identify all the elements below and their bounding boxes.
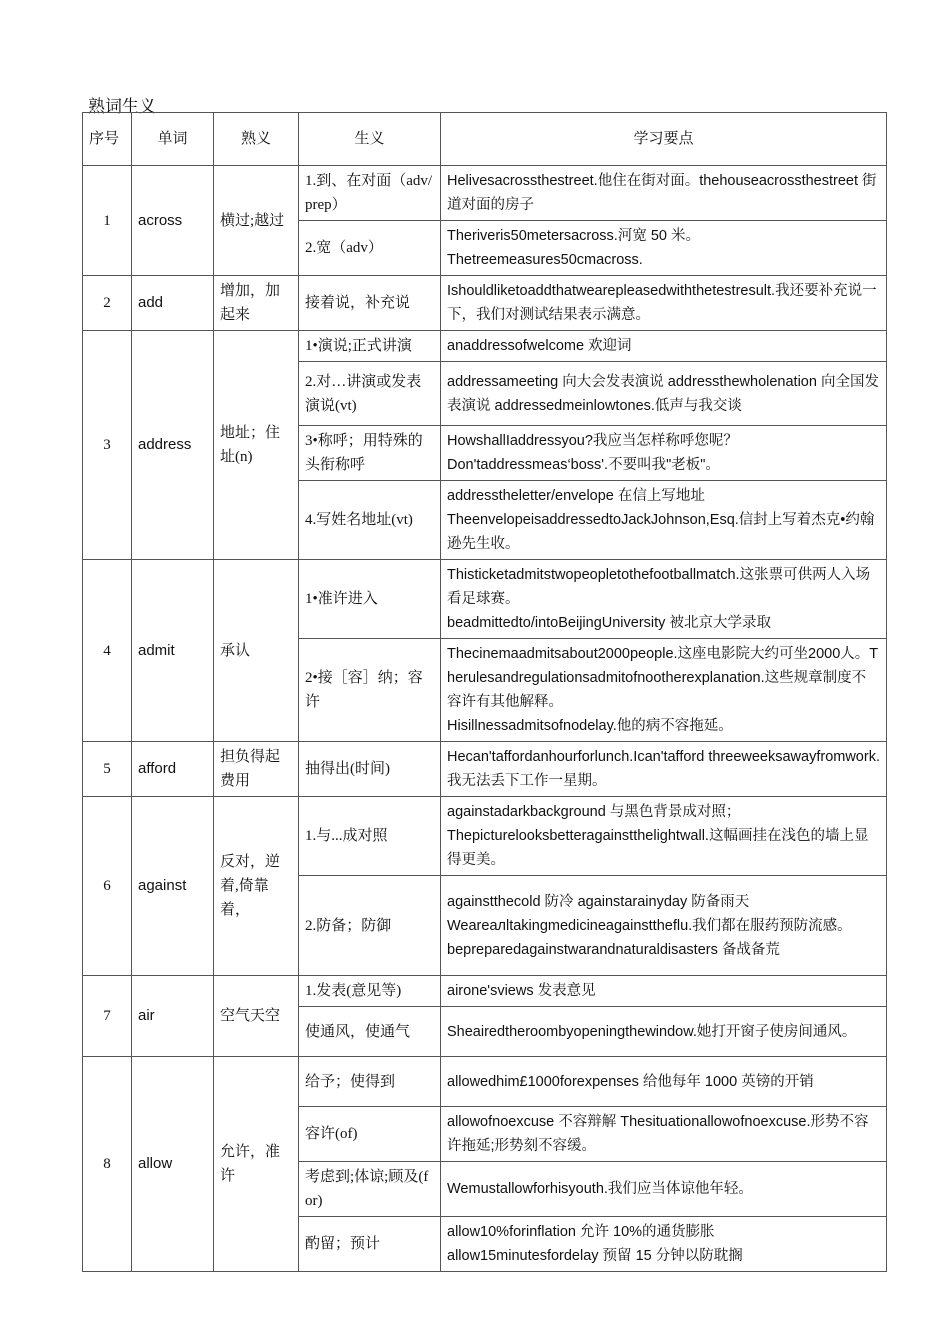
- example-sentence: Helivesacrossthestreet.他住在街对面。thehouseacrossthestreet 街道对面的房子: [447, 173, 877, 213]
- key-points: [441, 166, 887, 221]
- table-row: [83, 166, 887, 221]
- entry-word: allow: [132, 1057, 214, 1272]
- table-row: [83, 560, 887, 639]
- key-points: [441, 797, 887, 876]
- example-sentence: Wemustallowforhisyouth.我们应当体谅他年轻。: [447, 1181, 753, 1197]
- key-points: [441, 362, 887, 426]
- table-row: [83, 276, 887, 331]
- entry-number: 4: [83, 560, 132, 742]
- new-meaning: 4.写姓名地址(vt): [299, 481, 441, 560]
- key-points: [441, 331, 887, 362]
- entry-word: add: [132, 276, 214, 331]
- example-sentence: Ishouldliketoaddthatwearepleasedwiththetestresult.我还要补充说一下，我们对测试结果表示满意。: [447, 283, 877, 323]
- key-points: [441, 1107, 887, 1162]
- entry-word: admit: [132, 560, 214, 742]
- new-meaning: 2.防备；防御: [299, 876, 441, 976]
- example-sentence: addresstheletter/envelope 在信上写地址: [447, 488, 705, 504]
- new-meaning: 3•称呼；用特殊的头衔称呼: [299, 426, 441, 481]
- key-points: [441, 426, 887, 481]
- vocabulary-table: [82, 112, 887, 1272]
- familiar-meaning: 允许，准许: [214, 1057, 299, 1272]
- entry-number: 7: [83, 976, 132, 1057]
- example-sentence: Thisticketadmitstwopeopletothefootballmatch.这张票可供两人入场看足球赛。: [447, 567, 871, 607]
- example-sentence: Sheairedtheroombyopeningthewindow.她打开窗子使房间通风。: [447, 1023, 857, 1040]
- example-sentence: Thecinemaadmitsabout2000people.这座电影院大约可坐2000人。Therulesandregulationsadmitofnootherexplanation.这些规章制度不容许有其他解释。: [447, 646, 879, 710]
- new-meaning: 2.对…讲演或发表演说(vt): [299, 362, 441, 426]
- new-meaning: 考虑到;体谅;顾及(for): [299, 1162, 441, 1217]
- new-meaning: 2•接［容］纳；容许: [299, 639, 441, 742]
- header-no: 序号: [83, 113, 132, 166]
- entry-word: air: [132, 976, 214, 1057]
- key-points: [441, 1007, 887, 1057]
- key-points: [441, 481, 887, 560]
- example-sentence: Theriveris50metersacross.河宽 50 米。: [447, 228, 701, 244]
- entry-word: address: [132, 331, 214, 560]
- example-sentence: Don'taddressmeas‘boss'.不要叫我"老板"。: [447, 457, 720, 473]
- example-sentence: Thepicturelooksbetteragainstthelightwall.这幅画挂在浅色的墙上显得更美。: [447, 828, 869, 868]
- table-row: [83, 797, 887, 876]
- familiar-meaning: 地址；住址(n): [214, 331, 299, 560]
- new-meaning: 1.与...成对照: [299, 797, 441, 876]
- entry-number: 6: [83, 797, 132, 976]
- page-title: 熟词生义: [88, 97, 156, 116]
- example-sentence: allow15minutesfordelay 预留 15 分钟以防耽搁: [447, 1248, 743, 1264]
- key-points: [441, 1217, 887, 1272]
- key-points: [441, 221, 887, 276]
- example-sentence: Hecan'taffordanhourforlunch.Ican'tafford threeweeksawayfromwork.我无法丢下工作一星期。: [447, 749, 880, 789]
- key-points: [441, 639, 887, 742]
- table-body: [83, 166, 887, 1272]
- familiar-meaning: 空气天空: [214, 976, 299, 1057]
- familiar-meaning: 增加，加起来: [214, 276, 299, 331]
- familiar-meaning: 横过;越过: [214, 166, 299, 276]
- familiar-meaning: 反对，逆着,倚靠着，: [214, 797, 299, 976]
- key-points: [441, 1057, 887, 1107]
- example-sentence: bepreparedagainstwarandnaturaldisasters 备战备荒: [447, 941, 780, 958]
- new-meaning: 抽得出(时间): [299, 742, 441, 797]
- example-sentence: addressameeting 向大会发表演说 addressthewholenation 向全国发表演说 addressedmeinlowtones.低声与我交谈: [447, 373, 879, 414]
- new-meaning: 1.发表(意见等): [299, 976, 441, 1007]
- example-sentence: againstadarkbackground 与黑色背景成对照；: [447, 804, 741, 820]
- new-meaning: 2.宽（adv）: [299, 221, 441, 276]
- header-key-points: 学习要点: [441, 113, 887, 166]
- example-sentence: allowofnoexcuse 不容辩解 Thesituationallowofnoexcuse.形势不容许拖延;形势刻不容缓。: [447, 1114, 869, 1154]
- example-sentence: againstthecold 防冷 againstarainyday 防备雨天: [447, 893, 750, 910]
- new-meaning: 接着说，补充说: [299, 276, 441, 331]
- example-sentence: Hisillnessadmitsofnodelay.他的病不容拖延。: [447, 718, 733, 734]
- new-meaning: 使通风，使通气: [299, 1007, 441, 1057]
- example-sentence: Thetreemeasures50cmacross.: [447, 252, 643, 268]
- entry-number: 3: [83, 331, 132, 560]
- familiar-meaning: 担负得起费用: [214, 742, 299, 797]
- example-sentence: anaddressofwelcome 欢迎词: [447, 338, 632, 354]
- header-new-meaning: 生义: [299, 113, 441, 166]
- new-meaning: 酌留；预计: [299, 1217, 441, 1272]
- entry-word: across: [132, 166, 214, 276]
- example-sentence: TheenvelopeisaddressedtoJackJohnson,Esq.信封上写着杰克•约翰逊先生收。: [447, 512, 875, 552]
- example-sentence: airone'sviews 发表意见: [447, 983, 596, 999]
- table-row: [83, 1057, 887, 1107]
- entry-number: 1: [83, 166, 132, 276]
- example-sentence: allowedhim£1000forexpenses 给他每年 1000 英镑的开销: [447, 1073, 814, 1090]
- new-meaning: 1•演说;正式讲演: [299, 331, 441, 362]
- table-row: [83, 331, 887, 362]
- entry-number: 5: [83, 742, 132, 797]
- example-sentence: HowshallIaddressyou?我应当怎样称呼您呢？: [447, 433, 738, 449]
- familiar-meaning: 承认: [214, 560, 299, 742]
- header-familiar-meaning: 熟义: [214, 113, 299, 166]
- new-meaning: 1•准许进入: [299, 560, 441, 639]
- entry-word: against: [132, 797, 214, 976]
- table-row: [83, 976, 887, 1007]
- key-points: [441, 276, 887, 331]
- example-sentence: Weareалltakingmedicineagainsttheflu.我们都在服药预防流感。: [447, 917, 852, 934]
- header-word: 单词: [132, 113, 214, 166]
- key-points: [441, 1162, 887, 1217]
- entry-number: 2: [83, 276, 132, 331]
- entry-number: 8: [83, 1057, 132, 1272]
- new-meaning: 1.到、在对面（adv/prep）: [299, 166, 441, 221]
- header-row: [83, 113, 887, 166]
- key-points: [441, 560, 887, 639]
- table-row: [83, 742, 887, 797]
- new-meaning: 容许(of): [299, 1107, 441, 1162]
- new-meaning: 给予；使得到: [299, 1057, 441, 1107]
- example-sentence: allow10%forinflation 允许 10%的通货膨胀: [447, 1224, 715, 1240]
- key-points: [441, 976, 887, 1007]
- example-sentence: beadmittedto/intoBeijingUniversity 被北京大学录取: [447, 615, 771, 631]
- key-points: [441, 742, 887, 797]
- key-points: [441, 876, 887, 976]
- entry-word: afford: [132, 742, 214, 797]
